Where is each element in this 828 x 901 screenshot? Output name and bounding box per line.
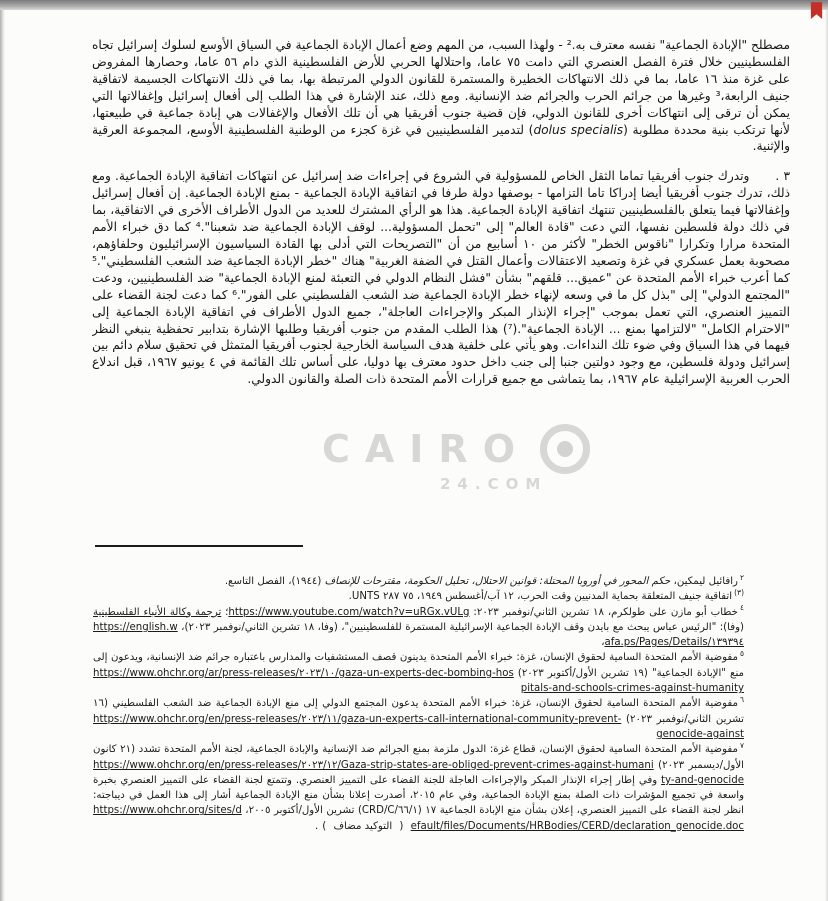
footnote-7-text: مفوضية الأمم المتحدة السامية لحقوق الإنسان، قطاع غزة: الدول ملزمة بمنع الجرائم ضد الإنسانية والإبادة الجماعية، لجنة الأمم المتحدة تشدد (٢١ كانون الأول/ديسمبر ٢٠٢٣) xyxy=(93,744,744,771)
footnote-6 xyxy=(93,696,744,742)
footnote-4-wafa-link[interactable]: https://english.wafa.ps/Pages/Details/١٣٩٣٩٤ xyxy=(93,621,744,649)
footnote-4-text: خطاب أبو مازن على طولكرم، ١٨ تشرين الثاني/نوفمبر ٢٠٢٣: xyxy=(469,606,738,618)
footnote-5 xyxy=(93,650,744,696)
footnote-4-youtube-link[interactable]: https://www.youtube.com/watch?v=uRGx.vULg xyxy=(228,606,470,618)
footnotes-section xyxy=(93,574,744,834)
red-bookmark-icon xyxy=(809,2,824,19)
photo-left-edge xyxy=(0,0,5,901)
paragraph-3 xyxy=(92,168,790,388)
footnote-4-sep: ؛ xyxy=(221,606,229,618)
footnote-5-marker: ٥ xyxy=(739,649,744,659)
footnote-7-text-cont: وفي إطار إجراء الإنذار المبكر والإجراءات العاجلة للجنة القضاء على التمييز العنصري. وتتمتع لجنة القضاء على التمييز العنصري بخبرة واسعة في تجميع المؤشرات ذات الصلة بمنع الإبادة الجماعية، وفي عام ٢٠١٥، أصدرت إعلانا بشأن منع الإبادة الجماعية أشار إلى هذا العمل في ديباجته: انظر لجنة القضاء على التمييز العنصري، إعلان بشأن منع الإبادة الجماعية ١٧ ( xyxy=(93,774,744,817)
paragraph-intro-text: مصطلح "الإبادة الجماعية" نفسه معترف به.² - ولهذا السبب، من المهم وضع أعمال الإبادة الجماعية في السياق الأوسع لسلوك إسرائيل تجاه الفلسطينيين خلال فترة الفصل العنصري التي دامت ٧٥ عاما، واحتلالها الحربي للأرض الفلسطينية الذي دام ٥٦ عاما، وحصارها المفروض على غزة منذ ١٦ عاما، بما في ذلك الانتهاكات الخطيرة والمستمرة للقانون الدولي المرتبطة بها، بما في ذلك الانتهاكات الجسيمة لاتفاقية جنيف الرابعة،³ وغيرها من جرائم الحرب والجرائم ضد الإنسانية. ومع ذلك، عند الإشارة في هذا الطلب إلى أفعال إسرائيل وإغفالاتها التي يمكن أن ترقى إلى انتهاكات أخرى للقانون الدولي، فإن قضية جنوب أفريقيا هي أن تلك الأفعال والإغفالات هي إبادة جماعية في طبيعتها، لأنها ترتكب بنية محددة مطلوبة ( xyxy=(92,38,790,137)
photo-top-edge xyxy=(0,0,828,10)
footnote-7-emphasis-note: ( التوكيد مضاف ). xyxy=(315,820,408,832)
footnote-2 xyxy=(93,574,744,589)
footnote-4-text-cont: (وفا): "الرئيس عباس يبحث مع بايدن وقف الإبادة الجماعية الإسرائيلية المستمرة للفلسطينيين"، (وفا، ١٨ تشرين الثاني/نوفمبر ٢٠٢٣)، xyxy=(177,621,744,633)
footnote-7-cerd-doc-link[interactable]: https://www.ohchr.org/sites/default/files/Documents/HRBodies/CERD/declaration_genocide.doc xyxy=(93,805,744,832)
footnote-4-wafa-translation-link[interactable]: ترجمة وكالة الأنباء الفلسطينية xyxy=(93,606,222,618)
footnote-7-marker: ٧ xyxy=(739,740,744,750)
footnote-7-ohchr-link[interactable]: https://www.ohchr.org/en/press-releases/٢٠٢٣/١٢/Gaza-strip-states-are-obliged-prevent-crimes-against-humanity-and-genocide xyxy=(93,759,744,786)
footnote-3-marker: (٣) xyxy=(734,587,744,597)
document-body xyxy=(92,37,790,537)
footnote-7-cerd-code: CRD/C/٦٦/١ xyxy=(361,805,418,817)
watermark-text-domain: 24.COM xyxy=(440,475,548,493)
footnote-3 xyxy=(93,589,744,604)
watermark-text-cairo: CAIRO xyxy=(322,427,530,471)
footnote-6-marker: ٦ xyxy=(739,694,744,704)
footnote-2-marker: ٢ xyxy=(739,572,744,582)
footnote-7-text-date: ) تشرين الأول/أكتوبر ٢٠٠٥، xyxy=(241,805,362,817)
footnote-2-title: حكم المحور في أوروبا المحتلة: قوانين الاحتلال، تحليل الحكومة، مقترحات للإنصاف xyxy=(324,576,671,587)
paragraph-intro-text-cont: ) لتدمير الفلسطينيين في غزة كجزء من الوطنية الفلسطينية الأوسع، المجموعة العرقية والإثنية. xyxy=(92,122,790,154)
footnote-6-ohchr-link[interactable]: https://www.ohchr.org/en/press-releases/٢٠٢٣/١١/gaza-un-experts-call-international-community-prevent-genocide-against xyxy=(93,713,744,740)
footnote-4 xyxy=(93,605,744,651)
paragraph-3-number: ٣ . xyxy=(775,169,790,184)
footnote-7 xyxy=(93,742,744,834)
latin-term-dolus-specialis: dolus specialis xyxy=(533,122,624,137)
footnote-2-text-end: (١٩٤٤)، الفصل التاسع. xyxy=(224,576,325,587)
footnote-3-text: اتفاقية جنيف المتعلقة بحماية المدنيين وقت الحرب، ١٢ آب/أغسطس ١٩٤٩، ٧٥ ٢٨٧ UNTS. xyxy=(348,591,733,603)
footnote-6-text: مفوضية الأمم المتحدة السامية لحقوق الإنسان، غزة: خبراء الأمم المتحدة يدعون المجتمع الدولي إلى منع الإبادة الجماعية ضد الشعب الفلسطيني (١٦ تشرين الثاني/نوفمبر ٢٠٢٣) xyxy=(93,698,744,725)
footnote-4-comma: ، xyxy=(601,637,605,649)
footnote-separator-rule xyxy=(95,545,303,547)
paragraph-3-text: وتدرك جنوب أفريقيا تماما الثقل الخاص للمسؤولية في الشروع في إجراءات ضد إسرائيل عن انتهاكات اتفاقية الإبادة الجماعية. ومع ذلك، تدرك جنوب أفريقيا أيضا إدراكا تاما التزامها - بوصفها دولة طرفا في اتفاقية الإبادة الجماعية - بمنع الإبادة الجماعية. إن أفعال إسرائيل وإغفالاتها فيما يتعلق بالفلسطينيين تنتهك اتفاقية الإبادة الجماعية. هذا هو الرأي المشترك للعديد من الدول الأطراف الأخرى في الاتفاقية، بما في ذلك دولة فلسطين نفسها، التي دعت "قادة العالم" إلى "تحمل المسؤولية... لوقف الإبادة الجماعية ضد شعبنا".⁴ كما دق خبراء الأمم المتحدة مرارا وتكرارا "ناقوس الخطر" لأكثر من ١٠ أسابيع من أن "التصريحات التي أدلى بها القادة السياسيون الإسرائيليون وحلفاؤهم، مصحوبة بعمل عسكري في غزة وتصعيد الاعتقالات وأعمال القتل في الضفة الغربية" هناك "خطر الإبادة الجماعية ضد الشعب الفلسطيني".⁵ كما أعرب خبراء الأمم المتحدة عن "عميق... قلقهم" بشأن "فشل النظام الدولي في التعبئة لمنع الإبادة الجماعية" ضد الفلسطينيين، ودعت "المجتمع الدولي" إلى "بذل كل ما في وسعه لإنهاء خطر الإبادة الجماعية ضد الشعب الفلسطيني على الفور".⁶ كما دعت لجنة القضاء على التمييز العنصري، التي تعمل بموجب "إجراء الإنذار المبكر والإجراءات العاجلة"، جميع الدول الأطراف في اتفاقية الإبادة الجماعية إلى "الاحترام الكامل" "لالتزامها بمنع ... الإبادة الجماعية".(⁷) هذا الطلب المقدم من جنوب أفريقيا وطلبها الإشارة بتدابير تحفظية ينبغي النظر فيهما في هذا السياق وفي ضوء تلك النداءات. وهو يأتي على خلفية هدف السياسة الخارجية لجنوب أفريقيا المتمثل في تحقيق سلام دائم بين إسرائيل ودولة فلسطين، مع وجود دولتين جنبا إلى جنب داخل حدود معترف بها دوليا، على أساس تلك القائمة في ٤ يونيو ١٩٦٧، قبل اندلاع الحرب العربية الإسرائيلية عام ١٩٦٧، بما يتماشى مع جميع قرارات الأمم المتحدة ذات الصلة والقانون الدولي. xyxy=(92,169,790,387)
footnote-4-marker: ٤ xyxy=(739,603,744,613)
paragraph-intro xyxy=(92,37,790,155)
footnote-5-ohchr-link[interactable]: https://www.ohchr.org/ar/press-releases/٢٠٢٣/١٠/gaza-un-experts-dec-bombing-hospitals-and-schools-crimes-against-humanity xyxy=(93,667,744,695)
footnote-5-text: مفوضية الأمم المتحدة السامية لحقوق الإنسان، غزة: خبراء الأمم المتحدة يدينون قصف المستشفيات والمدارس باعتباره جرائم ضد الإنسانية، ويدعون إلى منع "الإبادة الجماعية" (١٩ تشرين الأول/أكتوبر ٢٠٢٣) xyxy=(93,652,745,679)
footnote-2-text: رافائيل ليمكين، xyxy=(670,576,738,587)
